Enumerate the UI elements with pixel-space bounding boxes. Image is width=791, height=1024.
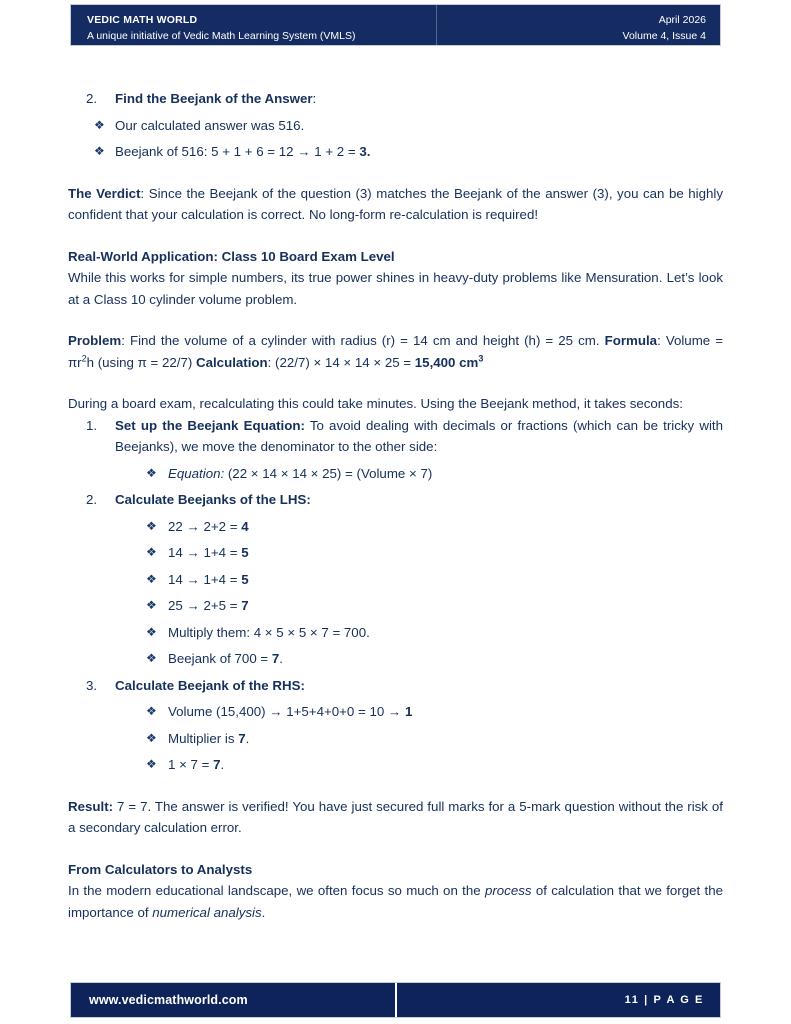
diamond-bullet-icon: ❖ [146,704,157,718]
step-title: Calculate Beejank of the RHS: [115,677,305,693]
closing-italic-a: process [484,883,532,898]
bullet-bold-value: 4 [241,518,249,534]
footer-page-block [397,983,720,1017]
bullet-bold-value: 7 [241,598,249,613]
closing-text-c: . [261,904,266,920]
list-item [68,88,723,110]
list-marker: 2. [86,492,98,507]
list-item [68,542,723,564]
bullet-text: Volume (15,400) → 1+5+4+0+0 = 10 → [168,704,405,719]
bullet-text: Beejank of 516: 5 + 1 + 6 = 12 → 1 + 2 = [115,144,360,159]
bullet-text: Our calculated answer was 516. [115,117,305,133]
closing-text-b: of calculation that we forget the importance of [68,883,724,920]
formula-text-a: : Volume = πr [68,333,723,370]
list-item [68,754,723,776]
list-marker: 1. [86,417,98,433]
diamond-bullet-icon: ❖ [146,757,157,771]
bullet-bold-value: 1 [404,704,413,719]
equation-label: Equation: [168,465,225,481]
list-item [68,728,723,750]
verdict-text: : Since the Beejank of the question (3) matches the Beejank of the answer (3), you can be highly confident that your calculation is correct. No long-form re-calculation is required! [68,185,724,222]
step-title: Calculate Beejanks of the LHS: [115,492,311,507]
result-label: Result: [68,798,114,814]
list-item [68,701,723,723]
bullet-bold-value: 3. [359,144,371,159]
header-brand-block [71,5,437,45]
diamond-bullet-icon: ❖ [146,465,157,480]
calculation-answer-exponent: 3 [478,353,484,364]
list-marker: 2. [86,91,98,106]
bullet-text: Multiplier is [168,730,239,746]
document-body [68,88,723,923]
real-world-heading [68,246,723,268]
diamond-bullet-icon: ❖ [146,571,157,586]
real-world-heading-text: Real-World Application: Class 10 Board Exam Level [68,248,395,264]
page-header [70,4,721,46]
list-item [68,622,723,644]
bullet-text: 14 → 1+4 = [168,571,242,587]
list-item [68,675,723,697]
formula-text-b: h (using π = 22/7) [86,354,196,370]
step2-title: Find the Beejank of the Answer [115,91,313,106]
footer-website-block [71,983,397,1017]
diamond-bullet-icon: ❖ [146,651,157,665]
bullet-text-post: . [279,651,283,666]
header-volume: Volume 4, Issue 4 [622,29,706,42]
closing-body [68,880,723,923]
calculation-text: : (22/7) × 14 × 14 × 25 = [267,354,415,370]
bullet-text: Multiply them: 4 × 5 × 5 × 7 = 700. [168,624,370,640]
page-footer [70,982,721,1018]
bullet-bold-value: 5 [241,545,249,560]
verdict-label: The Verdict [68,185,141,201]
header-brand: VEDIC MATH WORLD [87,13,198,26]
bullet-bold-value: 7 [238,730,246,746]
real-world-body: While this works for simple numbers, its true power shines in heavy-duty problems like Mensuration. Let’s look at a Class 10 cylinder volume problem. [68,270,723,307]
equation-text: (22 × 14 × 14 × 25) = (Volume × 7) [224,465,433,481]
problem-text: : Find the volume of a cylinder with radius (r) = 14 cm and height (h) = 25 cm. [121,333,605,348]
diamond-bullet-icon: ❖ [146,518,157,533]
list-item [68,463,723,485]
diamond-bullet-icon: ❖ [146,598,157,612]
step2-title-suffix: : [312,91,317,106]
bullet-bold-value: 7 [271,651,280,666]
problem-label: Problem [68,333,122,348]
formula-label: Formula [604,333,658,348]
diamond-bullet-icon: ❖ [94,144,105,158]
closing-italic-b: numerical analysis [152,904,262,920]
bullet-bold-value: 5 [241,571,249,587]
list-item [68,569,723,591]
problem-paragraph [68,330,723,373]
diamond-bullet-icon: ❖ [94,117,105,132]
closing-heading-text: From Calculators to Analysts [68,861,253,877]
bullet-text: 25 → 2+5 = [168,598,242,613]
diamond-bullet-icon: ❖ [146,545,157,559]
closing-heading [68,859,723,881]
formula-exponent: 2 [81,353,87,364]
bullet-text-post: . [220,757,225,772]
list-item [68,115,723,137]
result-paragraph [68,796,723,839]
closing-text-a: In the modern educational landscape, we often focus so much on the [68,883,485,898]
steps-intro: During a board exam, recalculating this could take minutes. Using the Beejank method, it takes seconds: [68,396,683,411]
result-text: 7 = 7. The answer is verified! You have just secured full marks for a 5-mark question without the risk of a secondary calculation error. [68,798,723,835]
calculation-label: Calculation [195,354,268,370]
calculation-answer: 15,400 cm [414,354,479,370]
list-item [68,489,723,511]
list-item [68,648,723,670]
bullet-text: 22 → 2+2 = [168,518,242,534]
bullet-text: 14 → 1+4 = [168,545,242,560]
diamond-bullet-icon: ❖ [146,730,157,745]
list-item [68,516,723,538]
footer-page-number: 11 | P A G E [624,994,704,1006]
list-item [68,595,723,617]
header-issue-block [437,5,720,45]
list-item [68,415,723,458]
bullet-text: Beejank of 700 = [168,651,272,666]
footer-website-link[interactable]: www.vedicmathworld.com [89,993,248,1007]
list-marker: 3. [86,677,98,693]
step-body: To avoid dealing with decimals or fractions (which can be tricky with Beejanks), we move the denominator to the other side: [115,417,723,454]
bullet-text: 1 × 7 = [168,757,214,772]
header-date: April 2026 [658,13,706,26]
bullet-text-post: . [245,730,250,746]
verdict-paragraph [68,183,723,226]
step-title: Set up the Beejank Equation: [115,417,305,433]
list-item [68,141,723,163]
header-tagline: A unique initiative of Vedic Math Learning System (VMLS) [87,29,356,42]
bullet-bold-value: 7 [213,757,221,772]
diamond-bullet-icon: ❖ [146,624,157,639]
